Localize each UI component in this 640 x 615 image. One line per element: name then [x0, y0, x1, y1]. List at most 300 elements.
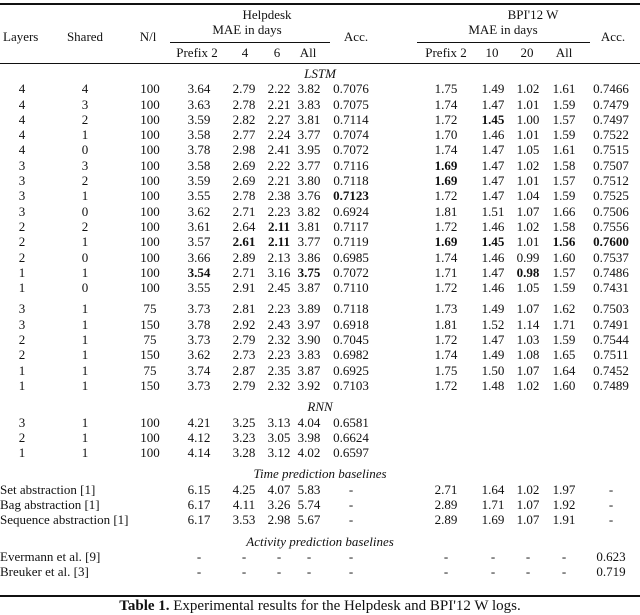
data-cell: 0.7074: [333, 127, 369, 143]
section-title: LSTM: [304, 66, 336, 81]
gap-cell: [378, 97, 416, 112]
col-header-shared: Shared: [66, 29, 104, 44]
data-cell: 1.50: [481, 362, 505, 378]
data-cell: -: [561, 548, 567, 564]
config-cell: 100: [140, 218, 160, 234]
data-cell: 2.23: [267, 347, 291, 363]
bottom-rule: [0, 595, 640, 597]
data-cell: 2.32: [267, 332, 291, 348]
config-cell: 1: [81, 301, 89, 317]
data-cell: [510, 430, 546, 445]
data-cell: 0.7486: [593, 264, 629, 280]
data-cell: 2.13: [267, 249, 291, 265]
data-cell: 5.83: [297, 481, 321, 497]
data-cell: 1.59: [552, 280, 576, 296]
data-cell: 3.95: [297, 142, 321, 158]
data-cell: 1.66: [552, 203, 576, 219]
data-cell: 4.02: [297, 445, 321, 461]
data-cell: 2.87: [232, 362, 256, 378]
data-cell: 3.62: [187, 347, 211, 363]
data-cell: 4.11: [232, 497, 256, 513]
data-cell: 0.7507: [593, 157, 629, 173]
config-cell: 3: [18, 414, 26, 430]
data-cell: 3.28: [232, 445, 256, 461]
table-row: [0, 317, 640, 332]
data-cell: 0.7119: [333, 234, 369, 250]
data-cell: 1.74: [434, 142, 458, 158]
data-cell: 2.78: [232, 96, 256, 112]
caption-label: Table 1.: [119, 598, 170, 614]
config-cell: 2: [81, 173, 89, 189]
data-cell: 0.7431: [593, 280, 629, 296]
table-row: [0, 250, 640, 265]
data-cell: 1.07: [516, 203, 540, 219]
data-cell: 3.97: [297, 316, 321, 332]
data-cell: 1.75: [434, 81, 458, 97]
data-cell: 1.59: [552, 332, 576, 348]
table-row: [0, 549, 640, 564]
data-cell: 0.7075: [333, 96, 369, 112]
data-cell: 6.17: [187, 512, 211, 528]
data-cell: 1.72: [434, 280, 458, 296]
data-cell: 1.47: [481, 264, 505, 280]
table-row: [0, 482, 640, 497]
helpdesk-prefix-all: All: [299, 45, 317, 60]
data-cell: 3.59: [187, 111, 211, 127]
config-cell: 2: [18, 347, 26, 363]
data-cell: 3.80: [297, 173, 321, 189]
data-cell: 0.6624: [333, 429, 369, 445]
data-cell: 5.67: [297, 512, 321, 528]
data-cell: 0.6924: [333, 203, 369, 219]
data-cell: 1.69: [434, 234, 458, 250]
baseline-name: Set abstraction [1]: [0, 481, 96, 497]
data-cell: 1.57: [552, 173, 576, 189]
config-cell: 3: [81, 96, 89, 112]
config-cell: 100: [140, 234, 160, 250]
data-cell: 1.02: [516, 377, 540, 393]
config-cell: 1: [81, 264, 89, 280]
data-cell: 0.7515: [593, 142, 629, 158]
data-cell: 1.02: [516, 81, 540, 97]
table-row: [0, 301, 640, 316]
data-cell: 3.63: [187, 96, 211, 112]
data-cell: 1.47: [481, 96, 505, 112]
data-cell: 4.21: [187, 414, 211, 430]
config-cell: 0: [81, 249, 89, 265]
config-cell: 1: [81, 429, 89, 445]
data-cell: 3.76: [297, 188, 321, 204]
data-cell: [546, 415, 582, 430]
config-cell: 1: [81, 316, 89, 332]
data-cell: 1.91: [552, 512, 576, 528]
data-cell: 1.01: [516, 173, 540, 189]
table-row: [0, 219, 640, 234]
data-cell: [476, 415, 510, 430]
config-cell: 1: [18, 445, 26, 461]
gap-cell: [378, 317, 416, 332]
table-row: [0, 445, 640, 460]
data-cell: [476, 445, 510, 460]
data-cell: 1.52: [481, 316, 505, 332]
baseline-name: Sequence abstraction [1]: [0, 512, 129, 528]
config-cell: 100: [140, 127, 160, 143]
section-title: Time prediction baselines: [253, 466, 387, 482]
config-cell: 4: [18, 142, 26, 158]
gap-cell: [378, 158, 416, 173]
data-cell: 1.07: [516, 301, 540, 317]
data-cell: 1.01: [516, 234, 540, 250]
helpdesk-acc-header: Acc.: [343, 29, 369, 44]
data-cell: 3.55: [187, 188, 211, 204]
data-cell: 2.22: [267, 157, 291, 173]
data-cell: 0.623: [596, 548, 626, 564]
data-cell: 2.35: [267, 362, 291, 378]
data-cell: 0.7506: [593, 203, 629, 219]
data-cell: -: [276, 548, 282, 564]
data-cell: 3.53: [232, 512, 256, 528]
data-cell: -: [490, 564, 496, 580]
config-cell: 75: [143, 301, 157, 317]
gap-cell: [378, 142, 416, 157]
data-cell: 3.59: [187, 173, 211, 189]
data-cell: 2.22: [267, 81, 291, 97]
config-cell: 1: [81, 127, 89, 143]
config-cell: 2: [18, 218, 26, 234]
gap-cell: [378, 81, 416, 96]
data-cell: 0.7118: [333, 301, 369, 317]
data-cell: 1.74: [434, 347, 458, 363]
data-cell: 3.82: [297, 81, 321, 97]
data-cell: 5.74: [297, 497, 321, 513]
data-cell: 2.91: [232, 280, 256, 296]
data-cell: 2.79: [232, 81, 256, 97]
data-cell: 2.38: [267, 188, 291, 204]
data-cell: 1.58: [552, 157, 576, 173]
config-cell: 1: [81, 377, 89, 393]
data-cell: 1.74: [434, 96, 458, 112]
data-cell: 4.04: [297, 414, 321, 430]
data-cell: 1.92: [552, 497, 576, 513]
data-cell: 1.07: [516, 362, 540, 378]
data-cell: 4.12: [187, 429, 211, 445]
helpdesk-prefix-2: Prefix 2: [176, 45, 218, 60]
data-cell: 4.25: [232, 481, 256, 497]
section-header-row: [0, 66, 640, 81]
data-cell: 3.05: [267, 429, 291, 445]
data-cell: 3.77: [297, 127, 321, 143]
config-cell: 100: [140, 157, 160, 173]
config-cell: 4: [18, 127, 26, 143]
data-cell: [510, 415, 546, 430]
results-table: [0, 66, 640, 580]
data-cell: -: [525, 564, 531, 580]
bpi-prefix-20: 20: [520, 45, 534, 60]
data-cell: 4.07: [267, 481, 291, 497]
baseline-name: Evermann et al. [9]: [0, 548, 101, 564]
group-header-bpi: BPI'12 W: [507, 7, 559, 22]
data-cell: 0.7117: [333, 218, 369, 234]
data-cell: -: [561, 564, 567, 580]
gap-cell: [378, 430, 416, 445]
data-cell: 2.79: [232, 332, 256, 348]
data-cell: 2.69: [232, 157, 256, 173]
caption-text: Experimental results for the Helpdesk and BPI'12 W logs.: [173, 598, 521, 614]
data-cell: 1.97: [552, 481, 576, 497]
config-cell: 100: [140, 249, 160, 265]
data-cell: 3.66: [187, 249, 211, 265]
data-cell: 1.72: [434, 218, 458, 234]
data-cell: 1.02: [516, 218, 540, 234]
group-header-helpdesk: Helpdesk: [242, 7, 292, 22]
gap-cell: [378, 301, 416, 316]
data-cell: 0.7491: [593, 316, 629, 332]
gap-cell: [378, 549, 416, 564]
config-cell: 0: [81, 203, 89, 219]
data-cell: 3.16: [267, 264, 291, 280]
data-cell: 1.72: [434, 332, 458, 348]
table-row: [0, 512, 640, 527]
config-cell: 75: [143, 332, 157, 348]
data-cell: -: [241, 548, 247, 564]
data-cell: 0.7466: [593, 81, 629, 97]
gap-cell: [378, 173, 416, 188]
data-cell: 1.45: [481, 111, 505, 127]
data-cell: 0.6985: [333, 249, 369, 265]
data-cell: 3.82: [297, 203, 321, 219]
data-cell: 2.78: [232, 188, 256, 204]
data-cell: 3.55: [187, 280, 211, 296]
config-cell: 2: [81, 218, 89, 234]
gap-cell: [378, 347, 416, 362]
data-cell: 1.71: [552, 316, 576, 332]
data-cell: 2.21: [267, 96, 291, 112]
data-cell: 1.49: [481, 301, 505, 317]
gap-cell: [378, 112, 416, 127]
data-cell: [416, 445, 476, 460]
data-cell: 3.58: [187, 127, 211, 143]
data-cell: 3.81: [297, 111, 321, 127]
data-cell: 3.12: [267, 445, 291, 461]
data-cell: -: [490, 548, 496, 564]
table-row: [0, 188, 640, 203]
config-cell: 1: [18, 377, 26, 393]
data-cell: [582, 445, 640, 460]
data-cell: 2.77: [232, 127, 256, 143]
data-cell: 2.41: [267, 142, 291, 158]
data-cell: [546, 445, 582, 460]
config-cell: 100: [140, 429, 160, 445]
data-cell: 1.71: [481, 497, 505, 513]
data-cell: 1.48: [481, 377, 505, 393]
table-row: [0, 112, 640, 127]
data-cell: -: [348, 512, 354, 528]
data-cell: -: [306, 548, 312, 564]
data-cell: 3.92: [297, 377, 321, 393]
header-rule: [0, 63, 640, 64]
data-cell: 3.62: [187, 203, 211, 219]
section-header-row: [0, 466, 640, 481]
data-cell: 2.11: [267, 218, 291, 234]
bpi-mae-rule: [417, 42, 590, 43]
data-cell: -: [306, 564, 312, 580]
data-cell: 1.49: [481, 347, 505, 363]
col-header-nl: N/l: [139, 29, 157, 44]
data-cell: 2.81: [232, 301, 256, 317]
config-cell: 3: [18, 157, 26, 173]
data-cell: 0.7118: [333, 173, 369, 189]
data-cell: 2.71: [232, 264, 256, 280]
table-row: [0, 347, 640, 362]
config-cell: 2: [81, 111, 89, 127]
table-row: [0, 378, 640, 393]
data-cell: 0.7556: [593, 218, 629, 234]
data-cell: 0.7537: [593, 249, 629, 265]
data-cell: 2.73: [232, 347, 256, 363]
data-cell: 0.7114: [333, 111, 369, 127]
config-cell: 75: [143, 362, 157, 378]
data-cell: 3.78: [187, 316, 211, 332]
data-cell: 6.17: [187, 497, 211, 513]
data-cell: 1.59: [552, 96, 576, 112]
data-cell: 2.64: [232, 218, 256, 234]
gap-cell: [378, 363, 416, 378]
config-cell: 4: [18, 111, 26, 127]
data-cell: 1.08: [516, 347, 540, 363]
data-cell: 1.46: [481, 218, 505, 234]
data-cell: 2.82: [232, 111, 256, 127]
data-cell: 1.81: [434, 203, 458, 219]
config-cell: 4: [18, 81, 26, 97]
bpi-acc-header: Acc.: [600, 29, 626, 44]
data-cell: 1.14: [516, 316, 540, 332]
data-cell: 3.57: [187, 234, 211, 250]
data-cell: 2.71: [434, 481, 458, 497]
baseline-name: Bag abstraction [1]: [0, 497, 100, 513]
gap-cell: [378, 234, 416, 249]
data-cell: 1.72: [434, 188, 458, 204]
data-cell: 1.47: [481, 157, 505, 173]
data-cell: 1.69: [481, 512, 505, 528]
table-row: [0, 97, 640, 112]
data-cell: 0.6925: [333, 362, 369, 378]
gap-cell: [378, 219, 416, 234]
table-row: [0, 332, 640, 347]
table-row: [0, 142, 640, 157]
config-cell: 0: [81, 142, 89, 158]
data-cell: 1.58: [552, 218, 576, 234]
data-cell: 1.64: [481, 481, 505, 497]
table-caption: [0, 598, 640, 615]
table-row: [0, 564, 640, 579]
data-cell: 1.05: [516, 280, 540, 296]
data-cell: -: [443, 564, 449, 580]
data-cell: 2.43: [267, 316, 291, 332]
data-cell: 1.47: [481, 332, 505, 348]
data-cell: -: [348, 564, 354, 580]
data-cell: 1.46: [481, 249, 505, 265]
config-cell: 2: [18, 332, 26, 348]
data-cell: [416, 430, 476, 445]
bpi-prefix-2: Prefix 2: [425, 45, 467, 60]
data-cell: 0.6982: [333, 347, 369, 363]
data-cell: 0.6597: [333, 445, 369, 461]
gap-cell: [378, 250, 416, 265]
data-cell: 0.7525: [593, 188, 629, 204]
data-cell: 3.81: [297, 218, 321, 234]
data-cell: 2.23: [267, 203, 291, 219]
data-cell: 1.02: [516, 481, 540, 497]
table-row: [0, 158, 640, 173]
data-cell: 3.86: [297, 249, 321, 265]
config-cell: 100: [140, 81, 160, 97]
data-cell: 1.59: [552, 127, 576, 143]
config-cell: 1: [81, 414, 89, 430]
data-cell: 1.47: [481, 188, 505, 204]
config-cell: 3: [18, 173, 26, 189]
data-cell: 3.98: [297, 429, 321, 445]
config-cell: 2: [18, 234, 26, 250]
data-cell: 1.07: [516, 497, 540, 513]
gap-cell: [378, 497, 416, 512]
data-cell: -: [196, 548, 202, 564]
gap-cell: [378, 564, 416, 579]
config-cell: 1: [81, 188, 89, 204]
data-cell: 1.71: [434, 264, 458, 280]
table-row: [0, 173, 640, 188]
data-cell: 2.79: [232, 377, 256, 393]
config-cell: 3: [18, 316, 26, 332]
config-cell: 2: [18, 249, 26, 265]
data-cell: 2.11: [267, 234, 291, 250]
data-cell: 1.75: [434, 362, 458, 378]
data-cell: 3.26: [267, 497, 291, 513]
config-cell: 150: [140, 316, 160, 332]
data-cell: 2.89: [232, 249, 256, 265]
gap-cell: [378, 265, 416, 280]
config-cell: 3: [18, 188, 26, 204]
data-cell: 3.83: [297, 96, 321, 112]
data-cell: 1.74: [434, 249, 458, 265]
data-cell: [582, 430, 640, 445]
data-cell: 2.71: [232, 203, 256, 219]
gap-cell: [378, 280, 416, 295]
data-cell: 1.59: [552, 188, 576, 204]
data-cell: 3.23: [232, 429, 256, 445]
gap-cell: [378, 415, 416, 430]
table-row: [0, 430, 640, 445]
data-cell: -: [608, 512, 614, 528]
data-cell: 3.75: [297, 264, 321, 280]
data-cell: 1.03: [516, 332, 540, 348]
data-cell: 1.01: [516, 96, 540, 112]
config-cell: 1: [81, 347, 89, 363]
data-cell: 2.21: [267, 173, 291, 189]
bpi-prefix-10: 10: [485, 45, 499, 60]
data-cell: 1.46: [481, 280, 505, 296]
data-cell: 0.99: [516, 249, 540, 265]
data-cell: 2.61: [232, 234, 256, 250]
data-cell: 0.7600: [593, 234, 629, 250]
data-cell: 1.60: [552, 377, 576, 393]
data-cell: 1.65: [552, 347, 576, 363]
data-cell: 3.61: [187, 218, 211, 234]
data-cell: [476, 430, 510, 445]
config-cell: 1: [81, 332, 89, 348]
config-cell: 150: [140, 347, 160, 363]
data-cell: 0.6918: [333, 316, 369, 332]
data-cell: [546, 430, 582, 445]
